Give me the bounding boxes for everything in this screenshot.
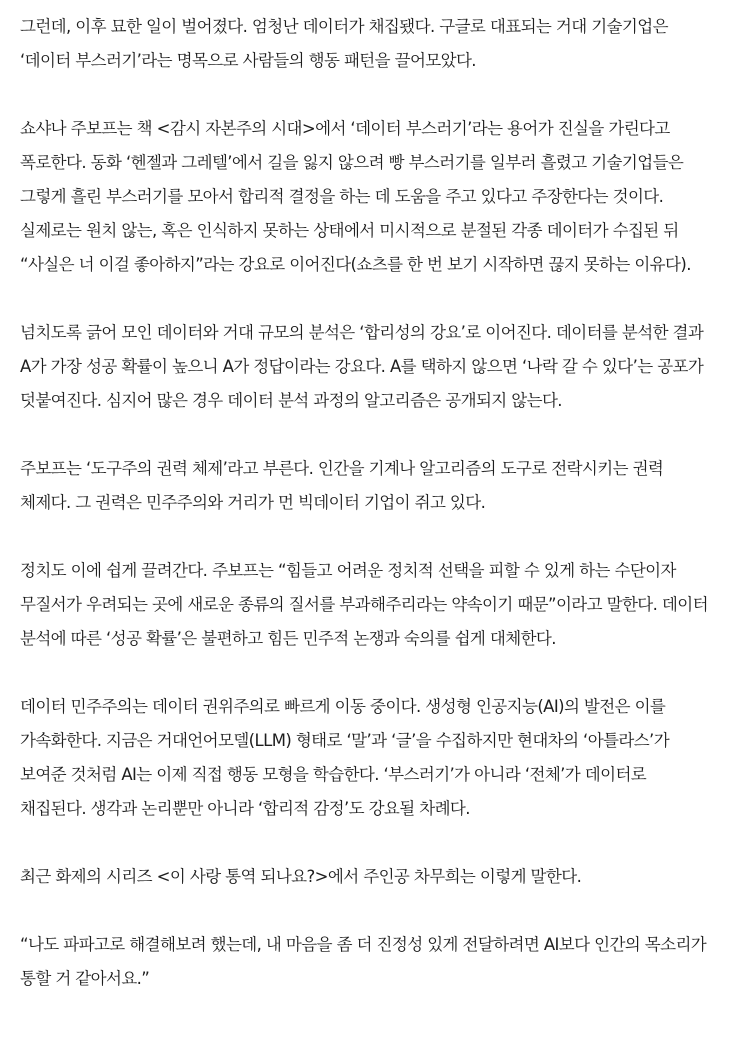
paragraph-series-intro: 최근 화제의 시리즈 <이 사랑 통역 되나요?>에서 주인공 차무희는 이렇게 말한다. — [20, 867, 582, 886]
paragraph-instrumentarian-power: 주보프는 ‘도구주의 권력 체제’라고 부른다. 인간을 기계나 알고리즘의 도구로 전락시키는 권력 체제다. 그 권력은 민주주의와 거리가 먼 빅데이터 기업이 쥐고 있다. — [20, 459, 664, 512]
paragraph-zuboff-crumbs: 쇼샤나 주보프는 책 <감시 자본주의 시대>에서 ‘데이터 부스러기’라는 용어가 진실을 가린다고 폭로한다. 동화 ‘헨젤과 그레텔’에서 길을 잃지 않으려 빵 부스러기를 일부러 흘렸고 기술기업들은 그렇게 흘린 부스러기를 모아서 합리적 결정을 하는 데 도움을 주고 있다고 주장한다는 것이다. 실제로는 원치 않는, 혹은 인식하지 못하는 상태에서 미시적으로 분절된 각종 데이터가 수집된 뒤 “사실은 너 이걸 좋아하지”라는 강요로 이어진다(쇼츠를 한 번 보기 시작하면 끊지 못하는 이유다). — [20, 119, 691, 274]
paragraph-data-crumbs: 그런데, 이후 묘한 일이 벌어졌다. 엄청난 데이터가 채집됐다. 구글로 대표되는 거대 기술기업은 ‘데이터 부스러기’라는 명목으로 사람들의 행동 패턴을 끌어모았다. — [20, 17, 668, 70]
paragraph-data-authoritarianism: 데이터 민주주의는 데이터 권위주의로 빠르게 이동 중이다. 생성형 인공지능(AI)의 발전은 이를 가속화한다. 지금은 거대언어모델(LLM) 형태로 ‘말’과 ‘글’을 수집하지만 현대차의 ‘아틀라스’가 보여준 것처럼 AI는 이제 직접 행동 모형을 학습한다. ‘부스러기’가 아니라 ‘전체’가 데이터로 채집된다. 생각과 논리뿐만 아니라 ‘합리적 감정’도 강요될 차례다. — [20, 697, 670, 818]
paragraph-politics: 정치도 이에 쉽게 끌려간다. 주보프는 “힘들고 어려운 정치적 선택을 피할 수 있게 하는 수단이자 무질서가 우려되는 곳에 새로운 종류의 질서를 부과해주리라는 약속이기 때문”이라고 말한다. 데이터 분석에 따른 ‘성공 확률’은 불편하고 힘든 민주적 논쟁과 숙의를 쉽게 대체한다. — [20, 561, 708, 648]
paragraph-rationality: 넘치도록 긁어 모인 데이터와 거대 규모의 분석은 ‘합리성의 강요’로 이어진다. 데이터를 분석한 결과 A가 가장 성공 확률이 높으니 A가 정답이라는 강요다. A를 택하지 않으면 ‘나락 갈 수 있다’는 공포가 덧붙여진다. 심지어 많은 경우 데이터 분석 과정의 알고리즘은 공개되지 않는다. — [20, 323, 704, 410]
paragraph-quote: “나도 파파고로 해결해보려 했는데, 내 마음을 좀 더 진정성 있게 전달하려면 AI보다 인간의 목소리가 통할 거 같아서요.” — [20, 935, 707, 988]
